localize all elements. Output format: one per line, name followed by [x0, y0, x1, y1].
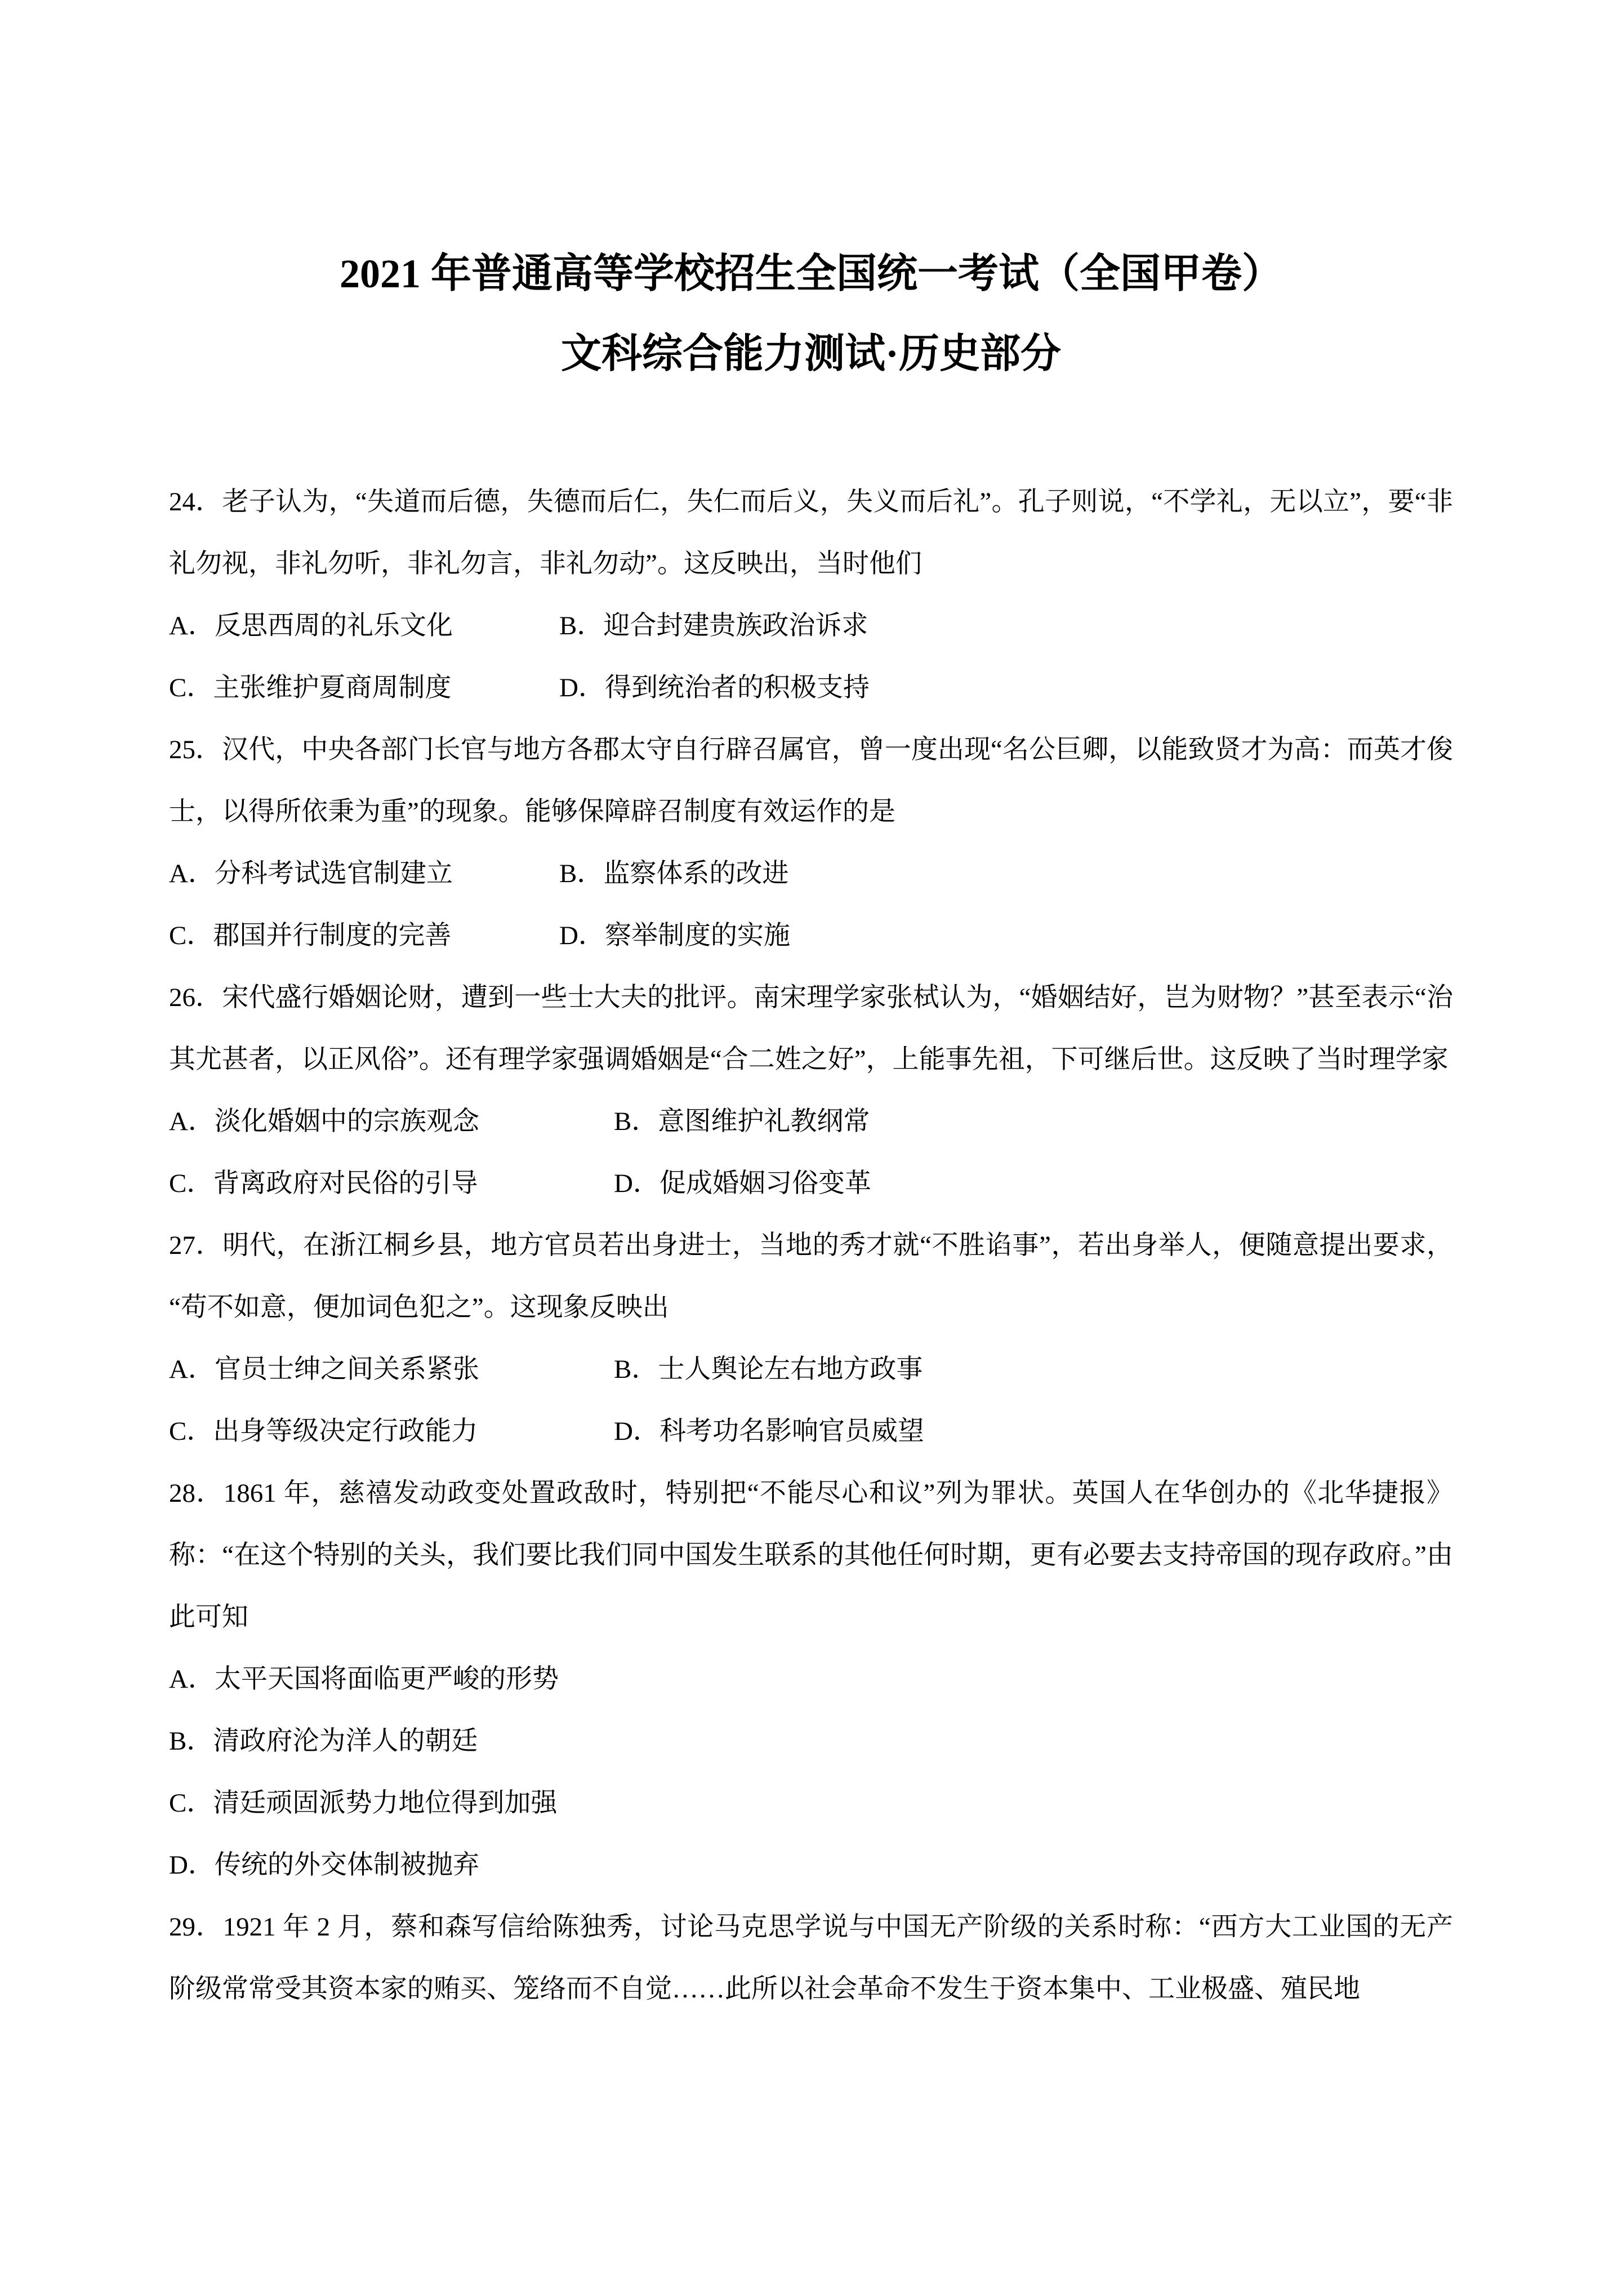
question-27-option-a: A．官员士绅之间关系紧张 — [169, 1355, 479, 1384]
question-25-options-row-2 — [169, 905, 1453, 967]
question-25-option-d: D．察举制度的实施 — [559, 921, 790, 950]
question-28-option-b: B．清政府沦为洋人的朝廷 — [169, 1727, 478, 1756]
question-28 — [169, 1462, 1453, 1896]
question-25-option-c: C．郡国并行制度的完善 — [169, 921, 452, 950]
question-24-options-row-1 — [169, 595, 1453, 657]
question-24-stem: 24．老子认为，“失道而后德，失德而后仁，失仁而后义，失义而后礼”。孔子则说，“不学礼，无以立”，要“非礼勿视，非礼勿听，非礼勿言，非礼勿动”。这反映出，当时他们 — [169, 487, 1453, 579]
question-27-option-c: C．出身等级决定行政能力 — [169, 1417, 478, 1446]
question-26-option-a: A．淡化婚姻中的宗族观念 — [169, 1107, 479, 1136]
question-24-option-a: A．反思西周的礼乐文化 — [169, 611, 453, 640]
question-27-stem: 27．明代，在浙江桐乡县，地方官员若出身进士，当地的秀才就“不胜谄事”，若出身举人，便随意提出要求，“苟不如意，便加词色犯之”。这现象反映出 — [169, 1231, 1453, 1322]
question-28-option-d: D．传统的外交体制被抛弃 — [169, 1850, 479, 1880]
question-29-stem: 29．1921 年 2 月，蔡和森写信给陈独秀，讨论马克思学说与中国无产阶级的关系时称：“西方大工业国的无产阶级常常受其资本家的贿买、笼络而不自觉……此所以社会革命不发生于资本集中、工业极盛、殖民地 — [169, 1912, 1453, 2004]
question-25-option-b: B．监察体系的改进 — [559, 859, 789, 888]
question-28-stem: 28．1861 年，慈禧发动政变处置政敌时，特别把“不能尽心和议”列为罪状。英国人在华创办的《北华捷报》称：“在这个特别的关头，我们要比我们同中国发生联系的其他任何时期，更有必要去支持帝国的现存政府。”由此可知 — [169, 1479, 1453, 1632]
question-28-options-row-1 — [169, 1648, 1453, 1710]
questions-area — [169, 471, 1453, 2020]
question-24-options-row-2 — [169, 657, 1453, 719]
question-26-option-b: B．意图维护礼教纲常 — [614, 1107, 870, 1136]
question-27 — [169, 1214, 1453, 1462]
question-27-options-row-1 — [169, 1338, 1453, 1400]
question-25 — [169, 719, 1453, 967]
question-27-option-b: B．士人舆论左右地方政事 — [614, 1355, 923, 1384]
question-26-option-d: D．促成婚姻习俗变革 — [614, 1169, 871, 1198]
page-subtitle: 文科综合能力测试·历史部分 — [560, 331, 1061, 376]
question-26-option-c: C．背离政府对民俗的引导 — [169, 1169, 478, 1198]
question-25-option-a: A．分科考试选官制建立 — [169, 859, 453, 888]
question-26 — [169, 967, 1453, 1214]
question-28-option-c: C．清廷顽固派势力地位得到加强 — [169, 1788, 558, 1818]
question-27-option-d: D．科考功名影响官员威望 — [614, 1417, 924, 1446]
question-28-option-a: A．太平天国将面临更严峻的形势 — [169, 1665, 559, 1694]
question-24 — [169, 471, 1453, 719]
question-26-options-row-1 — [169, 1091, 1453, 1153]
question-28-options-row-2 — [169, 1710, 1453, 1772]
question-24-option-d: D．得到统治者的积极支持 — [559, 673, 870, 702]
question-28-options-row-4 — [169, 1834, 1453, 1896]
title-block — [0, 0, 1622, 394]
question-24-option-b: B．迎合封建贵族政治诉求 — [559, 611, 868, 640]
question-25-stem: 25．汉代，中央各部门长官与地方各郡太守自行辟召属官，曾一度出现“名公巨卿，以能致贤才为高：而英才俊士，以得所依秉为重”的现象。能够保障辟召制度有效运作的是 — [169, 735, 1453, 826]
question-29 — [169, 1896, 1453, 2020]
question-25-options-row-1 — [169, 843, 1453, 905]
question-26-stem: 26．宋代盛行婚姻论财，遭到一些士大夫的批评。南宋理学家张栻认为，“婚姻结好，岂为财物？”甚至表示“治其尤甚者，以正风俗”。还有理学家强调婚姻是“合二姓之好”，上能事先祖，下可继后世。这反映了当时理学家 — [169, 983, 1453, 1074]
question-28-options-row-3 — [169, 1772, 1453, 1834]
question-27-options-row-2 — [169, 1400, 1453, 1462]
question-24-option-c: C．主张维护夏商周制度 — [169, 673, 452, 702]
question-26-options-row-2 — [169, 1153, 1453, 1214]
page-title: 2021 年普通高等学校招生全国统一考试（全国甲卷） — [339, 251, 1282, 296]
